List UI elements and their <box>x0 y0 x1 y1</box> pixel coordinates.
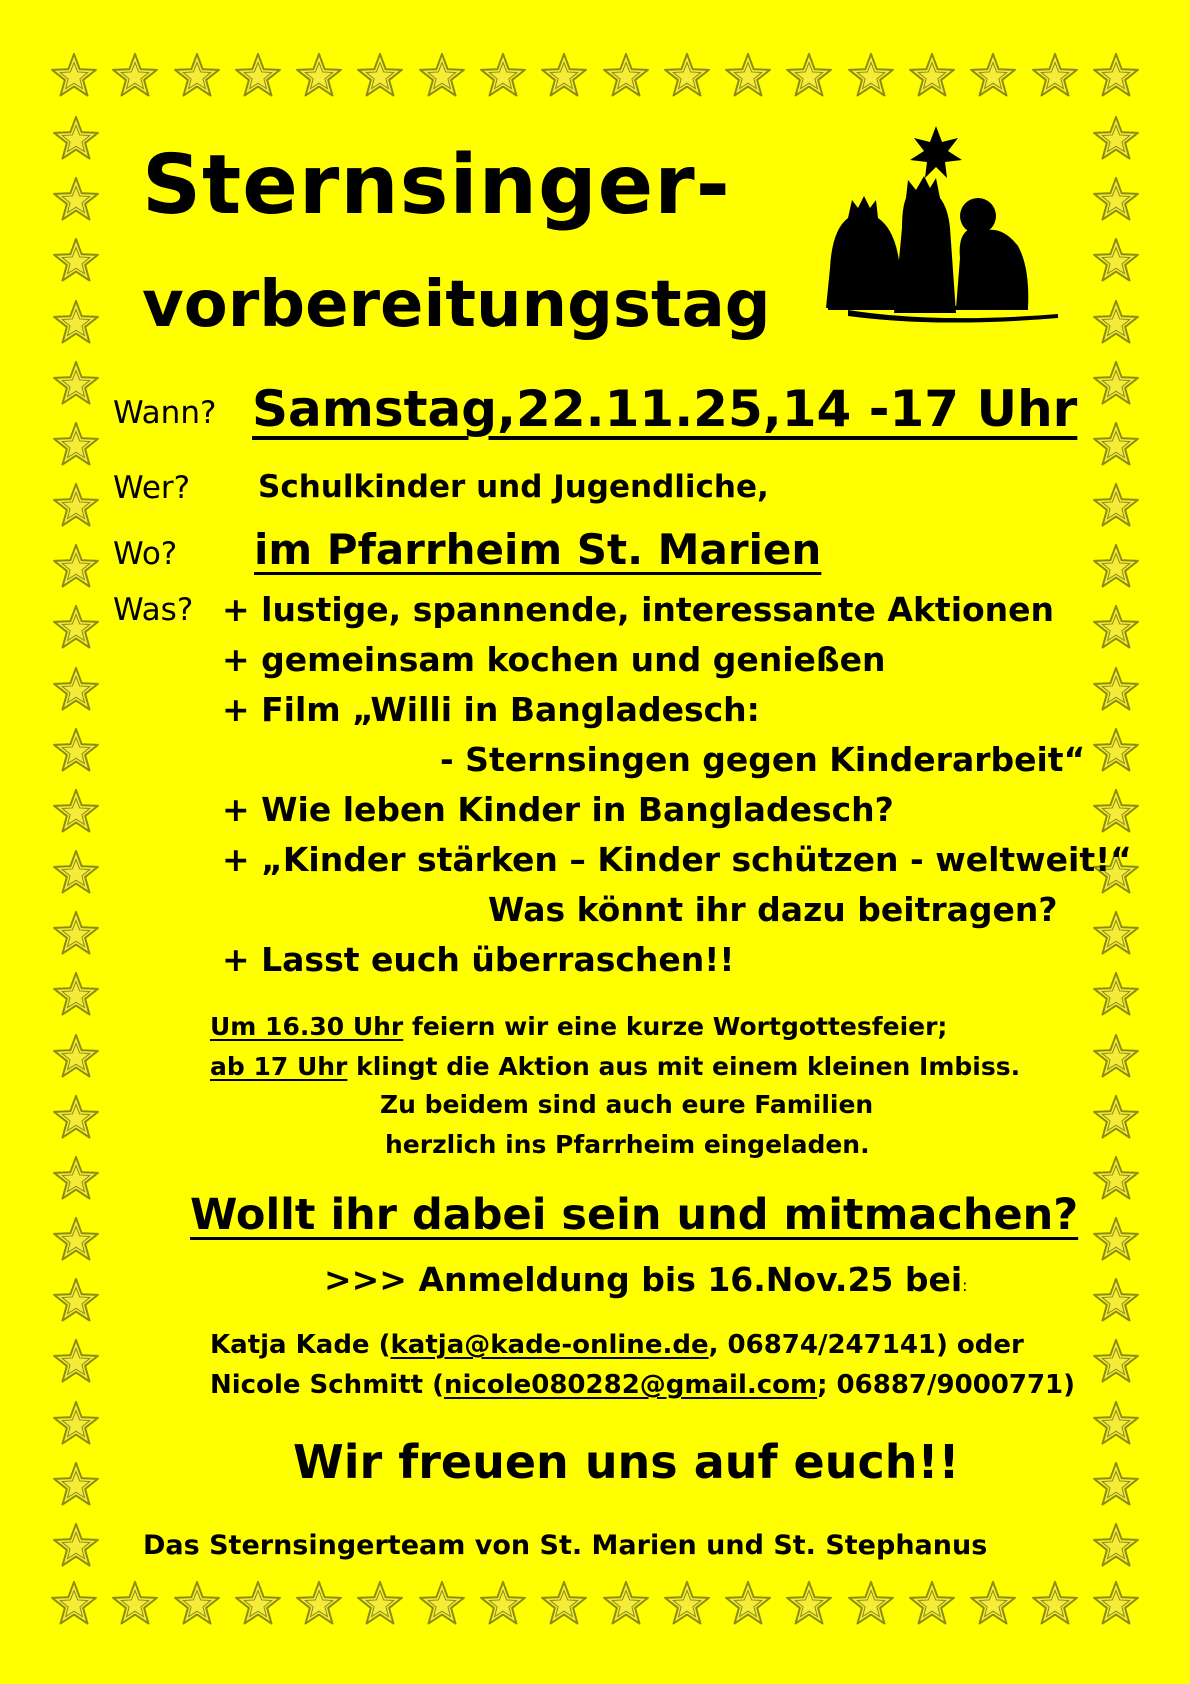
activity-item: + Film „Willi in Bangladesch: <box>222 690 760 729</box>
activity-subitem: - Sternsingen gegen Kinderarbeit“ <box>440 740 1086 779</box>
star-icon <box>1092 421 1140 469</box>
star-icon <box>52 1216 100 1264</box>
star-icon <box>479 1580 527 1628</box>
when-value: Samstag,22.11.25,14 -17 Uhr <box>252 380 1078 438</box>
star-icon <box>1031 1580 1079 1628</box>
star-icon <box>1092 237 1140 285</box>
star-icon <box>418 52 466 100</box>
star-icon <box>1092 176 1140 224</box>
star-icon <box>234 1580 282 1628</box>
schedule-line-1 <box>210 1012 947 1041</box>
activity-subitem: Was könnt ihr dazu beitragen? <box>488 890 1058 929</box>
star-icon <box>52 849 100 897</box>
star-icon <box>52 176 100 224</box>
star-icon <box>52 1155 100 1203</box>
star-icon <box>52 604 100 652</box>
schedule-time-1: Um 16.30 Uhr <box>210 1012 404 1041</box>
schedule-line-2 <box>210 1052 1020 1081</box>
star-icon <box>52 910 100 958</box>
registration-colon: : <box>962 1276 968 1295</box>
star-icon <box>724 1580 772 1628</box>
star-icon <box>52 1094 100 1142</box>
star-icon <box>1092 1033 1140 1081</box>
star-icon <box>1092 727 1140 775</box>
star-icon <box>1092 1338 1140 1386</box>
star-icon <box>663 52 711 100</box>
star-icon <box>52 421 100 469</box>
star-icon <box>1092 299 1140 347</box>
where-value: im Pfarrheim St. Marien <box>254 525 822 574</box>
schedule-line-4: herzlich ins Pfarrheim eingeladen. <box>385 1130 870 1159</box>
star-icon <box>52 237 100 285</box>
activity-item: + Lasst euch überraschen!! <box>222 940 735 979</box>
when-label: Wann? <box>113 395 217 431</box>
star-icon <box>111 52 159 100</box>
star-icon <box>540 1580 588 1628</box>
registration-deadline <box>324 1260 968 1299</box>
schedule-text-2: klingt die Aktion aus mit einem kleinen Imbiss. <box>347 1052 1021 1081</box>
star-icon <box>908 1580 956 1628</box>
contact-name: Katja Kade ( <box>210 1330 391 1360</box>
schedule-time-2: ab 17 Uhr <box>210 1052 348 1081</box>
star-icon <box>356 1580 404 1628</box>
star-icon <box>1092 1094 1140 1142</box>
contact-phone: , 06874/247141) oder <box>708 1330 1024 1360</box>
star-icon <box>1092 1461 1140 1509</box>
activity-item: + „Kinder stärken – Kinder schützen - weltweit!“ <box>222 840 1132 879</box>
star-icon <box>847 1580 895 1628</box>
star-border-bottom <box>50 1580 1140 1628</box>
activity-item: + Wie leben Kinder in Bangladesch? <box>222 790 894 829</box>
star-icon <box>1092 1155 1140 1203</box>
star-icon <box>295 52 343 100</box>
star-icon <box>52 1277 100 1325</box>
contact-email-link[interactable]: nicole080282@gmail.com <box>444 1370 818 1400</box>
star-icon <box>52 115 100 163</box>
registration-text: >>> Anmeldung bis 16.Nov.25 bei <box>324 1260 963 1299</box>
star-icon <box>847 52 895 100</box>
star-icon <box>908 52 956 100</box>
star-icon <box>50 52 98 100</box>
title-line-1: Sternsinger- <box>142 138 731 233</box>
star-icon <box>602 1580 650 1628</box>
star-icon <box>1092 666 1140 714</box>
star-icon <box>295 1580 343 1628</box>
star-icon <box>1092 1277 1140 1325</box>
star-border-top <box>50 52 1140 100</box>
star-icon <box>52 1522 100 1570</box>
contact-line-1 <box>210 1330 1024 1360</box>
what-label: Was? <box>113 592 194 628</box>
star-icon <box>479 52 527 100</box>
star-icon <box>52 1461 100 1509</box>
star-icon <box>1031 52 1079 100</box>
star-icon <box>52 299 100 347</box>
star-icon <box>969 1580 1017 1628</box>
who-label: Wer? <box>113 470 191 506</box>
star-icon <box>969 52 1017 100</box>
star-icon <box>52 1338 100 1386</box>
contact-line-2 <box>210 1370 1075 1400</box>
star-icon <box>50 1580 98 1628</box>
star-icon <box>52 1400 100 1448</box>
star-icon <box>418 1580 466 1628</box>
closing-text: Wir freuen uns auf euch!! <box>293 1435 960 1489</box>
star-icon <box>52 1033 100 1081</box>
star-icon <box>1092 1580 1140 1628</box>
star-icon <box>1092 971 1140 1019</box>
activity-item: + lustige, spannende, interessante Aktionen <box>222 590 1055 629</box>
contact-name: Nicole Schmitt ( <box>210 1370 444 1400</box>
title-line-2: vorbereitungstag <box>142 268 771 342</box>
star-icon <box>1092 1216 1140 1264</box>
contact-phone: ; 06887/9000771) <box>817 1370 1076 1400</box>
star-icon <box>663 1580 711 1628</box>
who-value: Schulkinder und Jugendliche, <box>258 469 769 505</box>
where-label: Wo? <box>113 536 178 572</box>
star-icon <box>540 52 588 100</box>
star-icon <box>1092 52 1140 100</box>
star-icon <box>1092 1400 1140 1448</box>
activity-item: + gemeinsam kochen und genießen <box>222 640 886 679</box>
cta-question: Wollt ihr dabei sein und mitmachen? <box>190 1190 1079 1240</box>
star-icon <box>111 1580 159 1628</box>
signature-text: Das Sternsingerteam von St. Marien und St. Stephanus <box>143 1530 988 1561</box>
star-icon <box>785 1580 833 1628</box>
star-icon <box>173 52 221 100</box>
star-border-left <box>52 115 100 1570</box>
star-icon <box>173 1580 221 1628</box>
star-icon <box>724 52 772 100</box>
schedule-text-1: feiern wir eine kurze Wortgottesfeier; <box>403 1012 948 1041</box>
three-kings-silhouette-icon <box>818 118 1068 338</box>
star-icon <box>1092 482 1140 530</box>
star-icon <box>356 52 404 100</box>
star-icon <box>52 482 100 530</box>
star-icon <box>52 360 100 408</box>
star-icon <box>1092 604 1140 652</box>
contact-email-link[interactable]: katja@kade-online.de <box>390 1330 709 1360</box>
star-icon <box>52 543 100 591</box>
star-icon <box>1092 360 1140 408</box>
star-icon <box>1092 910 1140 958</box>
star-icon <box>1092 543 1140 591</box>
star-icon <box>1092 788 1140 836</box>
star-icon <box>1092 1522 1140 1570</box>
star-icon <box>52 971 100 1019</box>
star-icon <box>52 666 100 714</box>
star-icon <box>602 52 650 100</box>
star-icon <box>785 52 833 100</box>
star-icon <box>52 788 100 836</box>
star-icon <box>52 727 100 775</box>
star-icon <box>234 52 282 100</box>
star-icon <box>1092 115 1140 163</box>
schedule-line-3: Zu beidem sind auch eure Familien <box>380 1090 874 1119</box>
